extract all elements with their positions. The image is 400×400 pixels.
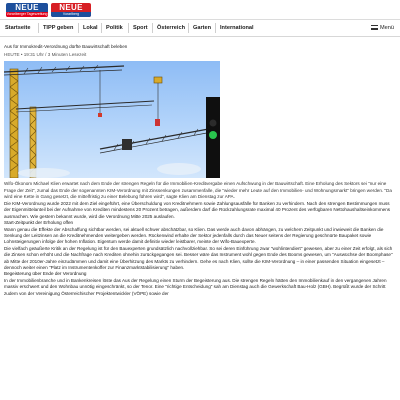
nav-startseite[interactable]: Startseite [5,25,31,31]
site-header [0,0,400,20]
nav-international[interactable]: International [220,25,254,31]
logo-text: NEUE [15,3,39,12]
hamburger-icon [371,25,378,30]
article-paragraph: Wann genau die Effekte der Abschaffung sichtbar werden, sei aktuell schwer abschätzbar, so Klien. Das werde auch davon abhängen, zu welchem Zeitpunkt und inwieweit die Banken die Senkung der Leitzinsen an die Kreditnehmenden weitergeben werden. Rückenwind erhalte der Sektor jedenfalls durch das Neuer seitens der Regierung geschnürte Baupaket sowie Lohnsteigerungen infolge der hohen Inflation. Eigentum werde damit definitiv wieder leistbarer, meinte der Wifo-Bauexperte. [4,226,384,245]
nav-divider [101,23,102,33]
article-subheading: Start-Zeitpunkt der Erholung offen [4,220,74,226]
nav-lokal[interactable]: Lokal [83,25,98,31]
nav-divider [188,23,189,33]
nav-politik[interactable]: Politik [106,25,123,31]
nav-tipp-geben[interactable]: TIPP geben [43,25,74,31]
neue-vorarlberg-logo[interactable] [51,3,91,17]
menu-label: Menü [380,25,394,31]
construction-cranes-photo [4,61,220,178]
neue-logo[interactable] [6,3,48,17]
logo-subtext: Vorarlberger Tageszeitung [6,12,48,16]
logo-text: NEUE [59,3,83,12]
article-headline: Aus für Immokredit-Verordnung dürfte Bauwirtschaft beleben [4,44,128,49]
nav-sport[interactable]: Sport [133,25,148,31]
nav-divider [38,23,39,33]
nav-divider [152,23,153,33]
article-paragraph: Die KIM-Verordnung wurde 2022 mit dem Ziel eingeführt, eine Überschuldung von Kreditnehmern sowie Zahlungsausfälle für Banken zu verhindern. Nach den strengen Bestimmungen muss der Eigenmittelanteil bei der Aufnahme von Krediten mindestens 20 Prozent betragen, außerdem darf die Rückzahlungsrate maximal 40 Prozent des verfügbaren Nettohaushaltseinkommens ausmachen. Wie gestern bekannt wurde, wird die Verordnung Mitte 2025 auslaufen. [4,201,391,219]
article-hero-image [4,61,220,178]
article-body [4,201,396,297]
main-navigation [0,20,400,37]
nav-divider [78,23,79,33]
article-paragraph: Die vielfach geäußerte Kritik an der Regelung ist für den Bauexperten grundsätzlich nachvollziehbar. So sei deren Einführung zwar "wohlintendiert" gewesen, aber zu einer Zeit erfolgt, als sich die Zinsen schon erhöht und die Nachfrage nach Krediten ohnehin zurückgegangen sei. Besser wäre das Instrument wohl gegen Ende des Booms gewesen, um "Auswüchse der Boomphase" ab Mitte der 2010er-Jahre einzudämmen und damit eine Überhitzung des Markts zu verhindern. Gehe es nach Klien, sollte die KIM-Verordnung – in einer passenden Situation eingesetzt – dennoch weiter einen "Platz im Instrumentenkoffer zur Finanzmarktstabilisierung" haben. [4,245,393,271]
article-subheading: Begeisterung über Ende der Verordnung [4,271,87,277]
article-paragraph: In der Immobilienbranche und in Bankenkreisen löste das Aus der Regelung einen Sturm der Begeisterung aus. Die strengen Regeln hätten den Immobilienkauf in den vergangenen Jahren massiv erschwert und den Wohnbau unnötig eingeschränkt, so der Tenor. Eine "richtige Entscheidung" sah am Dienstag auch die Gewerkschaft Bau-Holz (GBH). Begrüßt wurde der Schritt zudem von der Vereinigung Österreichischer Projektentwickler (VÖPE) sowie der [4,277,387,296]
image-caption: Wifo-Ökonom Michael Klien erwartet nach dem Ende der strengen Regeln für die Immobilien-Kreditvergabe einen Aufschwung in der Bauwirtschaft. Eine Erholung des Sektors sei "nur eine Frage der Zeit", zumal das Ende der sogenannten KIM-Verordnung mit Zinssenkungen zusammenfalle, die "wieder mehr Leute auf den Immobilien- und Wohnungsmarkt" bringen werden. "Da wird eine Kette in Gang gesetzt, die mittelfristig zu einer Belebung führen wird", sagte Klien am Dienstag zur APA. [4,181,392,199]
nav-divider [128,23,129,33]
nav-garten[interactable]: Garten [193,25,212,31]
nav-oesterreich[interactable]: Österreich [157,25,185,31]
logo-subtext: Vorarlberg [51,12,91,17]
article-meta: HEUTE • 19:31 Uhr / 3 Minuten Lesezeit [4,52,87,57]
menu-button[interactable] [371,20,394,36]
nav-divider [215,23,216,33]
